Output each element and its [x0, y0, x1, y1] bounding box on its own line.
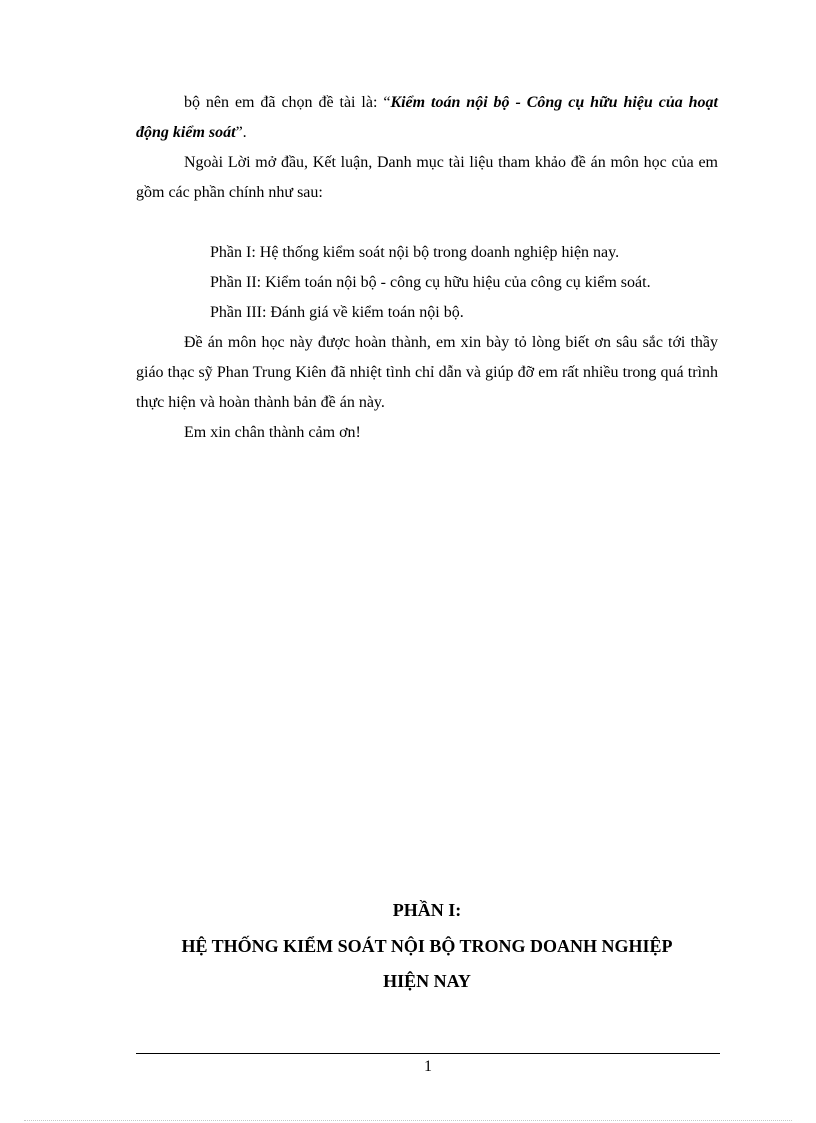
page-boundary [24, 1120, 792, 1121]
footer-divider [136, 1053, 720, 1054]
section-item-1: Phần I: Hệ thống kiểm soát nội bộ trong doanh nghiệp hiện nay. [210, 244, 620, 261]
part-subtitle-line-2: HIỆN NAY [383, 971, 471, 991]
intro-paragraph-1 [136, 88, 718, 148]
intro-suffix: ”. [235, 124, 247, 141]
part-subtitle-line-1: HỆ THỐNG KIỂM SOÁT NỘI BỘ TRONG DOANH NGHIỆP [181, 936, 673, 956]
intro-paragraph-2: Ngoài Lời mở đầu, Kết luận, Danh mục tài liệu tham khảo đề án môn học của em gồm các phần chính như sau: [136, 154, 718, 201]
part-title: PHẦN I: [392, 900, 462, 920]
intro-text: bộ nên em đã chọn đề tài là: “ [184, 94, 391, 111]
closing-line: Em xin chân thành cảm ơn! [184, 424, 361, 441]
section-item-3: Phần III: Đánh giá về kiểm toán nội bộ. [210, 304, 464, 321]
thesis-title: Kiểm toán nội bộ - Công cụ hữu hiệu của hoạt động kiểm soát [136, 94, 718, 141]
page-number: 1 [424, 1058, 432, 1075]
section-item-2: Phần II: Kiểm toán nội bộ - công cụ hữu hiệu của công cụ kiểm soát. [210, 274, 651, 291]
acknowledgement-paragraph: Đề án môn học này được hoàn thành, em xin bày tỏ lòng biết ơn sâu sắc tới thầy giáo thạc sỹ Phan Trung Kiên đã nhiệt tình chỉ dẫn và giúp đỡ em rất nhiều trong quá trình thực hiện và hoàn thành bản đề án này. [136, 334, 718, 411]
